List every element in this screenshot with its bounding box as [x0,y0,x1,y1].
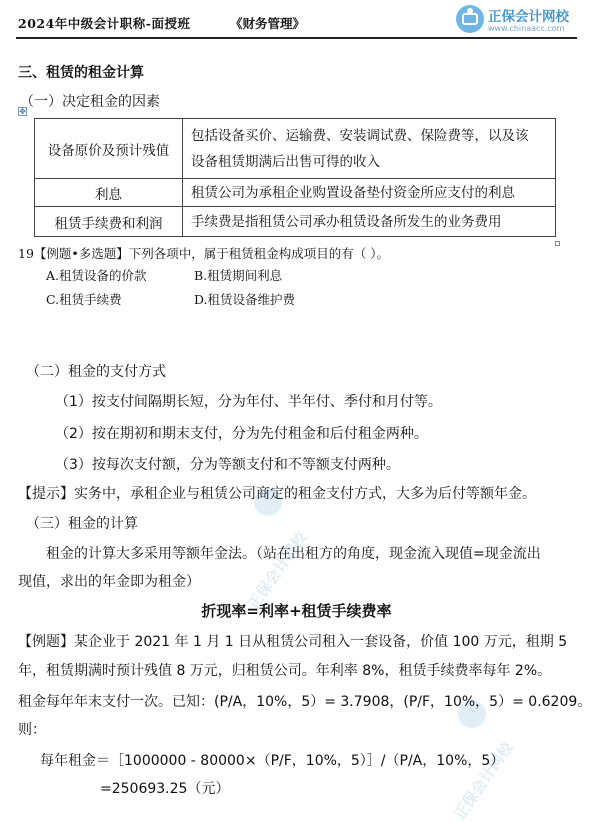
header-course-name: 2024年中级会计职称-面授班 [18,16,191,31]
question-stem: 19【例题•多选题】下列各项中，属于租赁租金构成项目的有（ ）。 [18,246,390,261]
question-option-c: C.租赁手续费 [46,292,122,307]
payment-item: （2）按在期初和期末支付，分为先付租金和后付租金两种。 [55,426,428,442]
paragraph-line: 现值，求出的年金即为租金） [18,574,200,590]
header-document-title: 《财务管理》 [230,16,306,31]
payment-item: （1）按支付间隔期长短，分为年付、半年付、季付和月付等。 [55,394,442,410]
subsection-title: （一）决定租金的因素 [20,94,160,110]
example-line: 【例题】某企业于 2021 年 1 月 1 日从租赁公司租入一套设备，价值 100 万元，租期 5 [18,634,568,650]
watermark: 正保会计网校 [244,528,311,613]
question-option-d: D.租赁设备维护费 [194,292,296,307]
brand-logo [456,3,584,37]
example-line: 年，租赁期满时预计残值 8 万元，归租赁公司。年利率 8%，租赁手续费率每年 2%。 [18,663,552,679]
section-title: 三、租赁的租金计算 [18,65,144,81]
payment-item: （3）按每次支付额，分为等额支付和不等额支付两种。 [55,457,400,473]
table-row [35,119,556,179]
logo-url: www.chinaacc.com [488,24,565,33]
table-cell-factor: 利息 [35,179,183,207]
tip-text: 【提示】实务中，承租企业与租赁公司商定的租金支付方式，大多为后付等额年金。 [18,486,536,502]
table-move-handle-icon[interactable]: ✥ [19,107,26,116]
subsection-title: （三）租金的计算 [26,516,138,532]
table-cell-factor: 设备原价及预计残值 [35,119,183,179]
logo-badge-icon [456,5,484,33]
logo-name: 正保会计网校 [488,9,569,25]
description-line: 设备租赁期满后出售可得的收入 [191,153,380,170]
description-line: 包括设备买价、运输费、安装调试费、保险费等，以及该 [191,127,529,144]
paragraph-line: 租金的计算大多采用等额年金法。（站在出租方的角度，现金流入现值=现金流出 [46,546,541,562]
example-line: 则： [18,722,46,738]
table-row [35,207,556,237]
table-row [35,179,556,207]
answer-result: =250693.25（元） [100,781,230,797]
table-cell-description [183,119,556,179]
table-cell-factor: 租赁手续费和利润 [35,207,183,237]
header-rule [16,37,577,39]
answer-formula: 每年租金＝［1000000 - 80000×（P/F，10%，5）］/（P/A，10%，5） [40,753,505,769]
table-cell-description: 租赁公司为承租企业购置设备垫付资金所应支付的利息 [183,179,556,207]
table-resize-handle[interactable] [555,241,560,246]
question-option-a: A.租赁设备的价款 [46,268,147,283]
example-line: 租金每年年末支付一次。已知：(P/A，10%，5）= 3.7908，(P/F，10%，5）= 0.6209。 [18,694,592,710]
formula-heading: 折现率=利率+租赁手续费率 [201,602,392,620]
table-cell-description: 手续费是指租赁公司承办租赁设备所发生的业务费用 [183,207,556,237]
question-option-b: B.租赁期间利息 [194,268,283,283]
subsection-title: （二）租金的支付方式 [26,364,166,380]
watermark: 正保会计网校 [450,738,517,823]
rent-factors-table [34,118,556,237]
